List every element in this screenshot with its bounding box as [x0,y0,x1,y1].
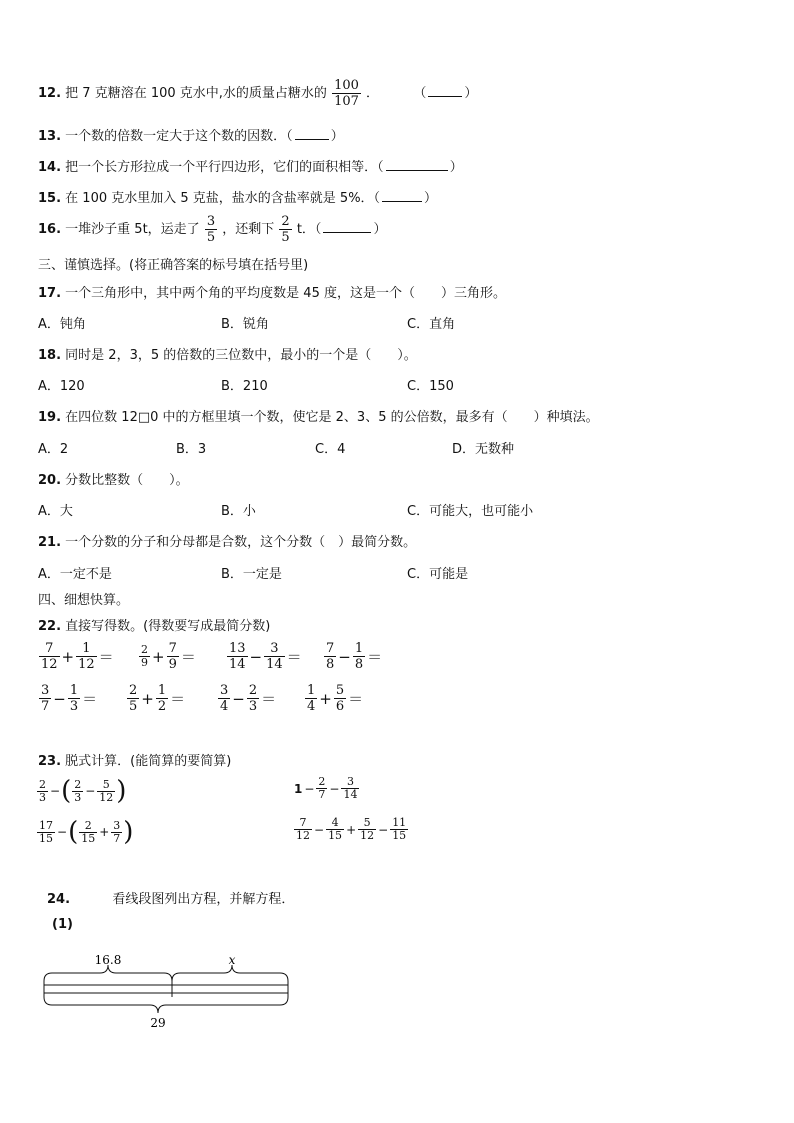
question-number: 16. [38,222,62,237]
fraction: $\frac{2}{15}$ [81,818,96,845]
calc-item: $\frac{3}{7}$ − $\frac{1}{3}$ ＝ [41,683,98,714]
question-text: 在 100 克水里加入 5 克盐，盐水的含盐率就是 5%．（ [65,191,381,206]
sub-question-label: (1) [52,917,73,932]
question-22 [38,615,270,634]
option-b[interactable]: B．小 [221,504,256,519]
question-number: 13. [38,129,62,144]
question-text: 直接写得数。(得数要写成最简分数) [65,619,271,634]
calc-item: $\frac{2}{5}$ + $\frac{1}{2}$ ＝ [129,683,186,714]
option-c[interactable]: C．直角 [407,317,456,332]
fraction: $\frac{17}{15}$ [39,818,53,845]
question-number: 18. [38,348,62,363]
fraction: $\frac{1}{12}$ [78,641,95,672]
question-20 [38,469,189,488]
question-text: 分数比整数（ ）。 [65,473,189,488]
calc-item: $\frac{2}{9}$ + $\frac{7}{9}$ ＝ [141,641,196,672]
fraction: $\frac{1}{4}$ [307,683,316,714]
option-d[interactable]: D．无数种 [452,442,515,457]
question-19 [38,406,599,425]
fraction: $\frac{2}{3}$ [74,777,82,804]
answer-blank[interactable] [428,85,462,97]
calc-item: $\frac{7}{12}$ + $\frac{1}{12}$ ＝ [41,641,114,672]
question-text: 一个数的倍数一定大于这个数的因数．（ [65,129,293,144]
question-text: 把 7 克糖溶在 100 克水中,水的质量占糖水的 [65,86,327,101]
question-number: 19. [38,410,62,425]
option-b[interactable]: B．210 [221,379,268,394]
question-12: 12. 把 7 克糖溶在 100 克水中,水的质量占糖水的 $\frac{100}{107}$ ． （ ） [38,78,478,109]
option-a[interactable]: A．大 [38,504,73,519]
option-b[interactable]: B．锐角 [221,317,269,332]
section-4-heading: 四、细想快算。 [38,593,130,608]
expression-4: $\frac{7}{12}$ − $\frac{4}{15}$ + $\frac{5}{12}$ − $\frac{11}{15}$ [296,816,407,842]
option-b[interactable]: B．3 [176,442,207,457]
fraction: $\frac{3}{14}$ [266,641,283,672]
question-text: 一个三角形中，其中两个角的平均度数是 45 度，这是一个（ ）三角形。 [65,286,506,301]
fraction: $\frac{3}{5}$ [206,214,216,245]
answer-blank[interactable] [382,190,422,202]
fraction: $\frac{5}{12}$ [360,816,375,842]
total-label: 29 [150,1016,166,1030]
fraction: $\frac{7}{12}$ [41,641,58,672]
option-a[interactable]: A．2 [38,442,69,457]
question-text: 同时是 2，3，5 的倍数的三位数中，最小的一个是（ ）。 [65,348,417,363]
question-number: 15. [38,191,62,206]
left-segment-label: 16.8 [94,955,122,967]
fraction: $\frac{7}{12}$ [296,816,310,842]
fraction: $\frac{2}{9}$ [141,643,148,669]
question-number: 21. [38,535,62,550]
question-text: 在四位数 12□0 中的方框里填一个数，使它是 2、3、5 的公倍数，最多有（ ）种填法。 [65,410,599,425]
question-24 [47,888,294,907]
fraction: $\frac{3}{7}$ [41,683,50,714]
line-segment-diagram [38,955,298,1035]
bottom-brace [44,997,288,1013]
section-3-heading: 三、谨慎选择。(将正确答案的标号填在括号里) [38,258,309,273]
right-segment-label: x [228,955,236,967]
calc-item: $\frac{13}{14}$ − $\frac{3}{14}$ ＝ [229,641,302,672]
option-c[interactable]: C．可能是 [407,567,469,582]
question-16: 16. 一堆沙子重 5t，运走了 $\frac{3}{5}$ ，还剩下 $\frac{2}{5}$ t．（ ） [38,214,387,245]
fraction: $\frac{2}{5}$ [129,683,138,714]
fraction: $\frac{3}{7}$ [113,818,121,845]
question-text: 看线段图列出方程，并解方程． [112,892,295,907]
expression-1: $\frac{2}{3}$ −( $\frac{2}{3}$ − $\frac{5}{12}$ ) [39,776,127,806]
option-a[interactable]: A．一定不是 [38,567,112,582]
fraction: $\frac{4}{15}$ [328,816,343,842]
question-number: 12. [38,86,62,101]
calc-item: $\frac{7}{8}$ − $\frac{1}{8}$ ＝ [326,641,383,672]
fraction: $\frac{2}{3}$ [39,777,46,804]
fraction: $\frac{5}{12}$ [99,777,114,804]
question-14: 14. 把一个长方形拉成一个平行四边形，它们的面积相等．（ ） [38,160,463,175]
option-a[interactable]: A．120 [38,379,85,394]
question-21 [38,531,416,550]
calc-item: $\frac{1}{4}$ + $\frac{5}{6}$ ＝ [307,683,364,714]
fraction: $\frac{100}{107}$ [334,78,359,109]
fraction: $\frac{2}{3}$ [248,683,258,714]
fraction: $\frac{3}{14}$ [343,775,358,801]
fraction: $\frac{13}{14}$ [229,641,246,672]
fraction: $\frac{1}{2}$ [157,683,167,714]
answer-blank[interactable] [386,159,448,171]
expression-3: $\frac{17}{15}$ −( $\frac{2}{15}$ + $\frac{3}{7}$ ) [39,817,134,847]
fraction: $\frac{7}{9}$ [168,641,177,672]
option-c[interactable]: C．可能大，也可能小 [407,504,534,519]
question-text: 脱式计算．(能简算的要简算) [65,754,232,769]
option-c[interactable]: C．150 [407,379,454,394]
question-17 [38,282,506,301]
question-18 [38,344,417,363]
answer-blank[interactable] [323,221,371,233]
option-b[interactable]: B．一定是 [221,567,282,582]
question-number: 14. [38,160,62,175]
fraction: $\frac{1}{3}$ [69,683,79,714]
question-23 [38,750,231,769]
question-number: 17. [38,286,62,301]
fraction: $\frac{1}{8}$ [354,641,364,672]
expression-2: 1 − $\frac{2}{7}$ − $\frac{3}{14}$ [294,775,358,801]
fraction: $\frac{3}{4}$ [220,683,229,714]
fraction: $\frac{7}{8}$ [326,641,335,672]
option-c[interactable]: C．4 [315,442,346,457]
answer-blank[interactable] [295,128,329,140]
question-number: 24. [47,892,71,907]
top-right-brace [172,965,288,981]
question-number: 23. [38,754,62,769]
question-13: 13. 一个数的倍数一定大于这个数的因数．（ ） [38,129,344,144]
question-text: 把一个长方形拉成一个平行四边形，它们的面积相等．（ [65,160,384,175]
top-left-brace [44,965,172,981]
question-number: 22. [38,619,62,634]
option-a[interactable]: A．钝角 [38,317,86,332]
calc-item: $\frac{3}{4}$ − $\frac{2}{3}$ ＝ [220,683,277,714]
fraction: $\frac{2}{7}$ [318,775,326,801]
question-text: 一个分数的分子和分母都是合数，这个分数（ ）最简分数。 [65,535,417,550]
question-15: 15. 在 100 克水里加入 5 克盐，盐水的含盐率就是 5%．（ ） [38,191,438,206]
question-number: 20. [38,473,62,488]
fraction: $\frac{11}{15}$ [392,816,407,842]
fraction: $\frac{2}{5}$ [281,214,290,245]
fraction: $\frac{5}{6}$ [335,683,345,714]
